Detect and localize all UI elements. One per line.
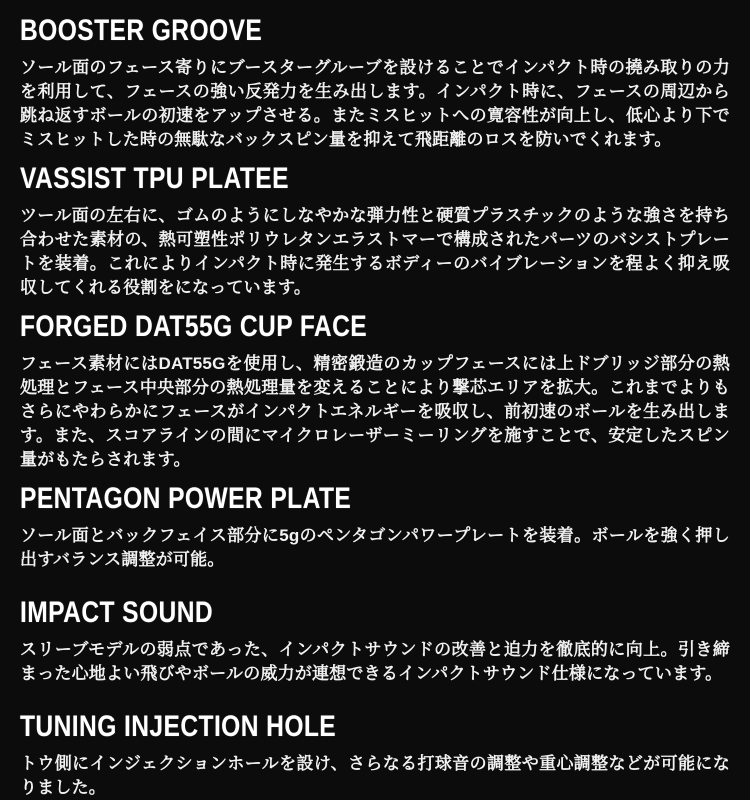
section-forged-dat55g-cup-face — [20, 312, 730, 472]
section-body-forged-dat55g-cup-face: フェース素材にはDAT55Gを使用し、精密鍛造のカップフェースには上ドブリッジ部分の熱処理とフェース中央部分の熱処理量を変えることにより撃芯エリアを拡大。これまでよりもさらにやわらかにフェースがインパクトエネルギーを吸収し、前初速のボールを生み出します。また、スコアラインの間にマイクロレーザーミーリングを施すことで、安定したスピン量がもたらされます。 — [20, 354, 730, 469]
section-impact-sound — [20, 598, 730, 686]
section-body-impact-sound: スリーブモデルの弱点であった、インパクトサウンドの改善と迫力を徹底的に向上。引き締まった心地よい飛びやボールの威力が連想できるインパクトサウンド仕様になっています。 — [20, 640, 730, 683]
section-title-vassist-tpu-platee: VASSIST TPU PLATEE — [20, 162, 289, 195]
section-tuning-injection-hole — [20, 712, 730, 800]
section-vassist-tpu-platee — [20, 164, 730, 300]
section-body-tuning-injection-hole: トウ側にインジェクションホールを設け、さらなる打球音の調整や重心調整などが可能になりました。 — [20, 754, 730, 797]
section-body-booster-groove: ソール面のフェース寄りにブースターグルーブを設けることでインパクト時の撓み取りの力を利用して、フェースの強い反発力を生み出します。インパクト時に、フェースの周辺から跳ね返すボールの初速をアップさせる。またミスヒットへの寛容性が向上し、低心より下でミスヒットした時の無駄なバックスピン量を抑えて飛距離のロスを防いでくれます。 — [20, 58, 730, 149]
section-title-impact-sound: IMPACT SOUND — [20, 596, 214, 629]
section-title-pentagon-power-plate: PENTAGON POWER PLATE — [20, 482, 352, 515]
section-title-booster-groove: BOOSTER GROOVE — [20, 14, 263, 47]
section-body-vassist-tpu-platee: ツール面の左右に、ゴムのようにしなやかな弾力性と硬質プラスチックのような強さを持ち合わせた素材の、熱可塑性ポリウレタンエラストマーで構成されたパーツのバシストプレートを装着。これによりインパクト時に発生するボディーのバイブレーションを程よく抑え吸収してくれる役割をになっています。 — [20, 206, 730, 297]
section-body-pentagon-power-plate: ソール面とバックフェイス部分に5gのペンタゴンパワープレートを装着。ボールを強く押し出すバランス調整が可能。 — [20, 526, 730, 569]
section-pentagon-power-plate — [20, 484, 730, 572]
section-title-tuning-injection-hole: TUNING INJECTION HOLE — [20, 710, 337, 743]
section-title-forged-dat55g-cup-face: FORGED DAT55G CUP FACE — [20, 310, 368, 343]
section-booster-groove — [20, 16, 730, 152]
